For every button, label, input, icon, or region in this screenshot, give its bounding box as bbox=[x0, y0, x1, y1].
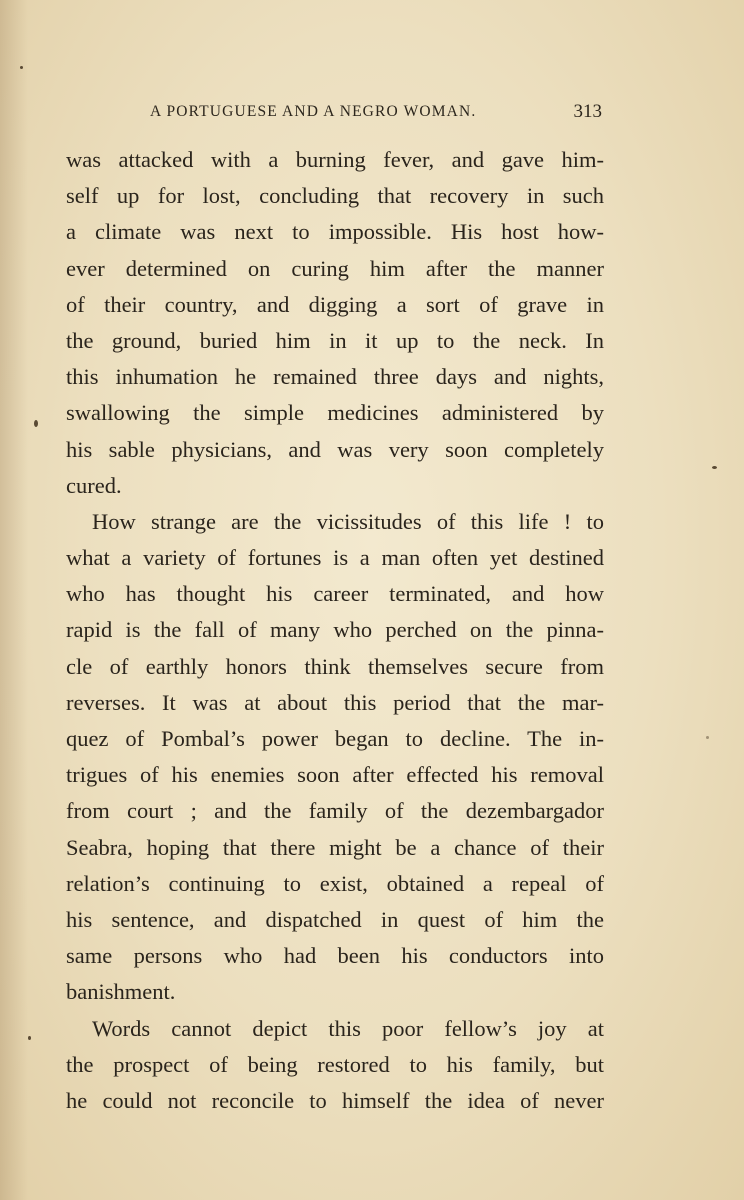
text-line: his sentence, and dispatched in quest of him the bbox=[66, 906, 604, 932]
paragraph-start-line: How strange are the vicissitudes of this life ! to bbox=[92, 508, 604, 534]
text-line: trigues of his enemies soon after effected his removal bbox=[66, 762, 604, 788]
text-line: he could not reconcile to himself the idea of never bbox=[66, 1087, 604, 1113]
paper-speck bbox=[20, 66, 23, 69]
paragraph-start-line: Words cannot depict this poor fellow’s joy at bbox=[92, 1015, 604, 1041]
text-line: the prospect of being restored to his family, but bbox=[66, 1051, 604, 1077]
text-line: who has thought his career terminated, and how bbox=[66, 581, 604, 607]
text-line: same persons who had been his conductors into bbox=[66, 943, 604, 969]
text-line: cle of earthly honors think themselves secure from bbox=[66, 653, 604, 679]
paper-speck bbox=[34, 420, 38, 427]
page-number: 313 bbox=[573, 101, 602, 122]
text-line: reverses. It was at about this period that the mar- bbox=[66, 689, 604, 715]
text-line: swallowing the simple medicines administered by bbox=[66, 400, 604, 426]
text-line: self up for lost, concluding that recovery in such bbox=[66, 183, 604, 209]
text-line: Seabra, hoping that there might be a chance of their bbox=[66, 834, 604, 860]
text-line: rapid is the fall of many who perched on the pinna- bbox=[66, 617, 604, 643]
running-title: A PORTUGUESE AND A NEGRO WOMAN. bbox=[150, 103, 477, 120]
text-line: a climate was next to impossible. His host how- bbox=[66, 219, 604, 245]
text-line: cured. bbox=[66, 472, 122, 498]
text-line: relation’s continuing to exist, obtained a repeal of bbox=[66, 870, 604, 896]
text-line: the ground, buried him in it up to the neck. In bbox=[66, 327, 604, 353]
text-line: banishment. bbox=[66, 979, 176, 1005]
text-line: of their country, and digging a sort of grave in bbox=[66, 291, 604, 317]
text-line: ever determined on curing him after the manner bbox=[66, 255, 604, 281]
paper-speck bbox=[28, 1036, 31, 1040]
text-line: his sable physicians, and was very soon completely bbox=[66, 436, 604, 462]
text-line: what a variety of fortunes is a man often yet destined bbox=[66, 545, 604, 571]
text-line: this inhumation he remained three days and nights, bbox=[66, 364, 604, 390]
text-line: was attacked with a burning fever, and gave him- bbox=[66, 147, 604, 172]
body-text bbox=[66, 142, 604, 1119]
text-line: from court ; and the family of the dezembargador bbox=[66, 798, 604, 824]
text-line: quez of Pombal’s power began to decline. The in- bbox=[66, 726, 604, 751]
spine-shadow bbox=[0, 0, 28, 1200]
running-header bbox=[150, 101, 602, 127]
paper-speck bbox=[706, 736, 709, 739]
paper-speck bbox=[712, 466, 717, 469]
